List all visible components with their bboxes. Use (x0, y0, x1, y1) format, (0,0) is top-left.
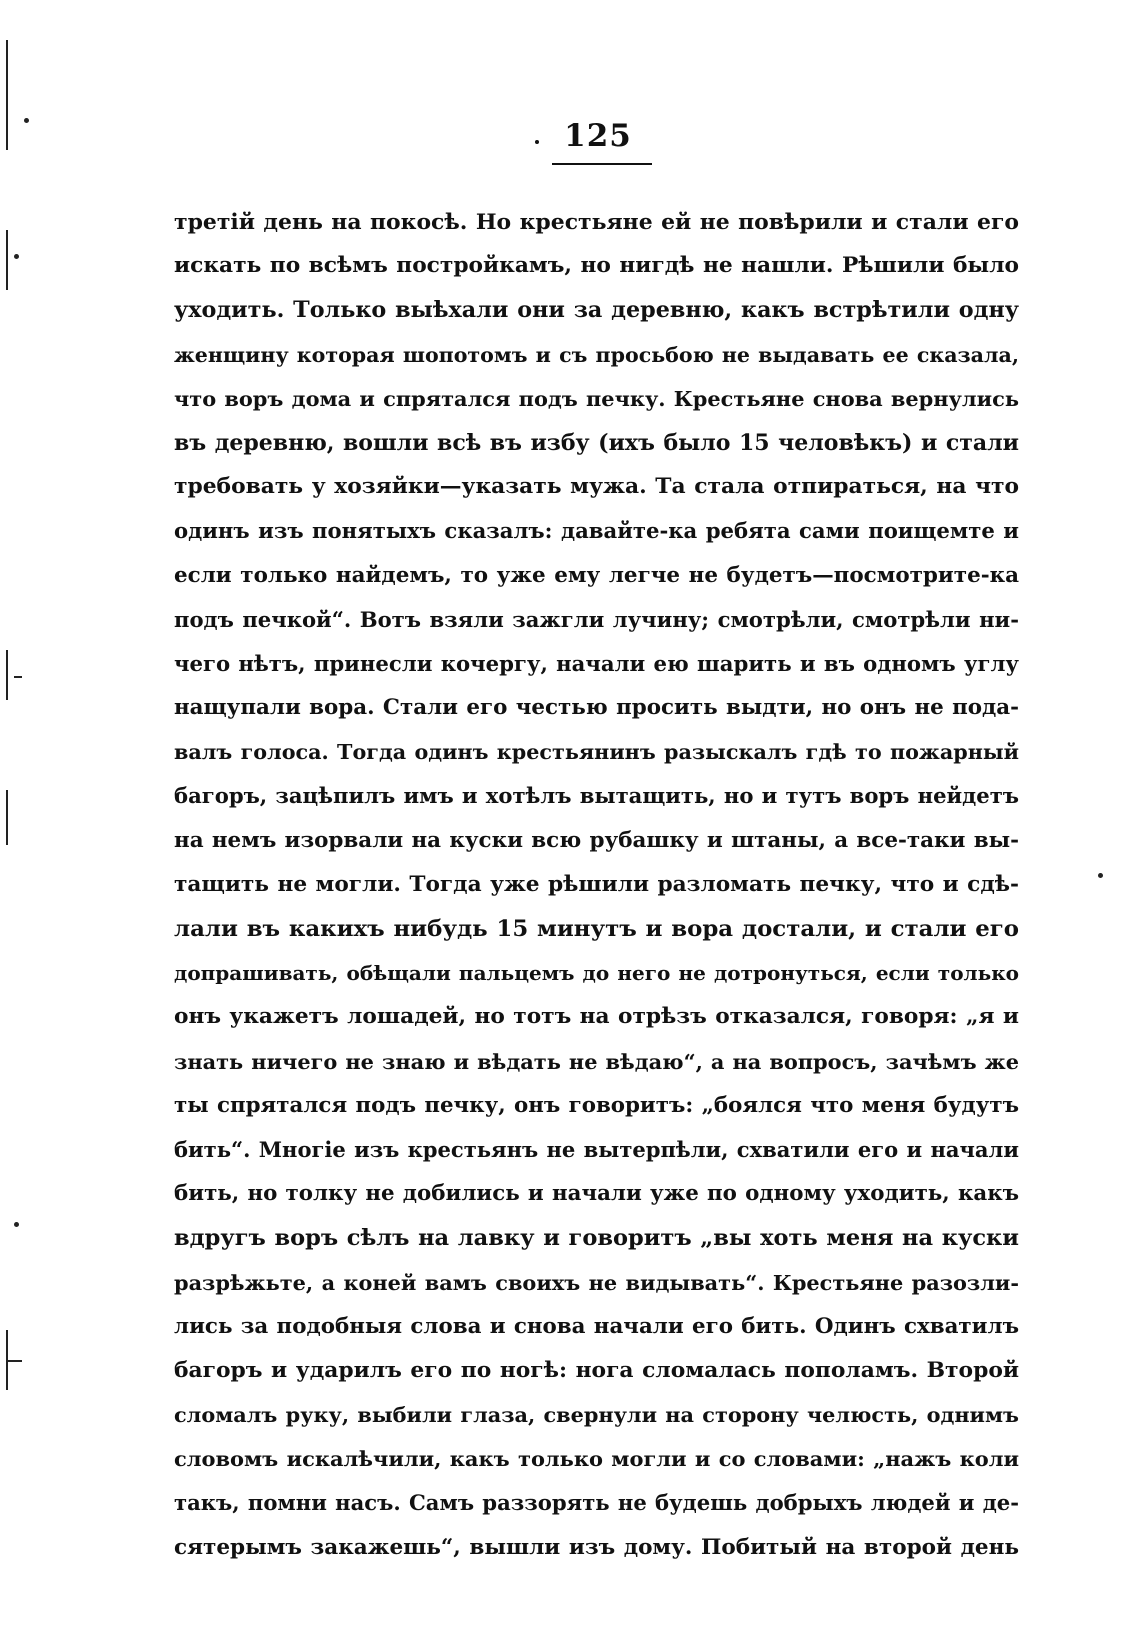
text-line: такъ, помни насъ. Самъ раззорять не будешь добрыхъ людей и де- (174, 1490, 1019, 1516)
text-line: одинъ изъ понятыхъ сказалъ: давайте-ка ребята сами поищемте и (174, 518, 1019, 544)
text-line: сломалъ руку, выбили глаза, свернули на сторону челюсть, однимъ (174, 1402, 1019, 1428)
text-line: допрашивать, обѣщали пальцемъ до него не дотронуться, если только (174, 961, 1019, 986)
scan-margin-line (6, 230, 8, 290)
text-line: подъ печкой“. Вотъ взяли зажгли лучину; смотрѣли, смотрѣли ни- (174, 606, 1019, 632)
page-number: 125 (564, 118, 632, 154)
text-line: бить“. Многіе изъ крестьянъ не вытерпѣли, схватили его и начали (174, 1136, 1019, 1162)
text-line: въ деревню, вошли всѣ въ избу (ихъ было 15 человѣкъ) и стали (174, 429, 1019, 456)
text-line: требовать у хозяйки—указать мужа. Та стала отпираться, на что (174, 474, 1019, 500)
text-line: багоръ и ударилъ его по ногѣ: нога сломалась пополамъ. Второй (174, 1357, 1019, 1383)
text-line: сятерымъ закажешь“, вышли изъ дому. Побитый на второй день (174, 1534, 1019, 1560)
text-line: женщину которая шопотомъ и съ просьбою не выдавать ее сказала, (174, 342, 1019, 367)
text-line: искать по всѣмъ постройкамъ, но нигдѣ не нашли. Рѣшили было (174, 253, 1019, 279)
scan-margin-line (6, 40, 8, 150)
text-line: если только найдемъ, то уже ему легче не будетъ—посмотрите-ка (174, 562, 1019, 588)
text-line: тащить не могли. Тогда уже рѣшили разломать печку, что и сдѣ- (174, 871, 1019, 897)
text-line: онъ укажетъ лошадей, но тотъ на отрѣзъ отказался, говоря: „я и (174, 1004, 1019, 1030)
text-line: ты спрятался подъ печку, онъ говоритъ: „боялся что меня будутъ (174, 1092, 1019, 1118)
scan-margin-line (6, 650, 8, 700)
text-line: разрѣжьте, а коней вамъ своихъ не видывать“. Крестьяне разозли- (174, 1269, 1019, 1295)
text-line: валъ голоса. Тогда одинъ крестьянинъ разыскалъ гдѣ то пожарный (174, 740, 1019, 765)
text-line: бить, но толку не добились и начали уже по одному уходить, какъ (174, 1181, 1019, 1207)
text-line: словомъ искалѣчили, какъ только могли и со словами: „нажъ коли (174, 1446, 1019, 1472)
text-line: третій день на покосѣ. Но крестьяне ей не повѣрили и стали его (174, 209, 1019, 235)
text-line: чего нѣтъ, принесли кочергу, начали ею шарить и въ одномъ углу (174, 650, 1019, 676)
body-text (174, 200, 1019, 1570)
scan-margin-dot (24, 118, 29, 123)
scan-margin-line (8, 1360, 22, 1362)
text-line: знать ничего не знаю и вѣдать не вѣдаю“, а на вопросъ, зачѣмъ же (174, 1048, 1019, 1074)
scan-margin-line (14, 676, 22, 678)
text-line: нащупали вора. Стали его честью просить выдти, но онъ не пода- (174, 695, 1019, 721)
text-line: вдругъ воръ сѣлъ на лавку и говоритъ „вы хоть меня на куски (174, 1225, 1019, 1252)
scan-margin-dot (14, 1222, 19, 1227)
scan-margin-dot (14, 254, 19, 259)
text-line: лали въ какихъ нибудь 15 минутъ и вора достали, и стали его (174, 916, 1019, 942)
text-line: уходить. Только выѣхали они за деревню, какъ встрѣтили одну (174, 297, 1019, 324)
header-rule (552, 163, 652, 165)
text-line: багоръ, зацѣпилъ имъ и хотѣлъ вытащить, но и тутъ воръ нейдетъ (174, 783, 1019, 809)
header-dot (535, 140, 539, 144)
scan-margin-dot (1098, 873, 1103, 878)
text-line: лись за подобныя слова и снова начали его бить. Одинъ схватилъ (174, 1313, 1019, 1339)
text-line: на немъ изорвали на куски всю рубашку и штаны, а все-таки вы- (174, 827, 1019, 853)
scan-margin-line (6, 790, 8, 845)
text-line: что воръ дома и спрятался подъ печку. Крестьяне снова вернулись (174, 385, 1019, 411)
